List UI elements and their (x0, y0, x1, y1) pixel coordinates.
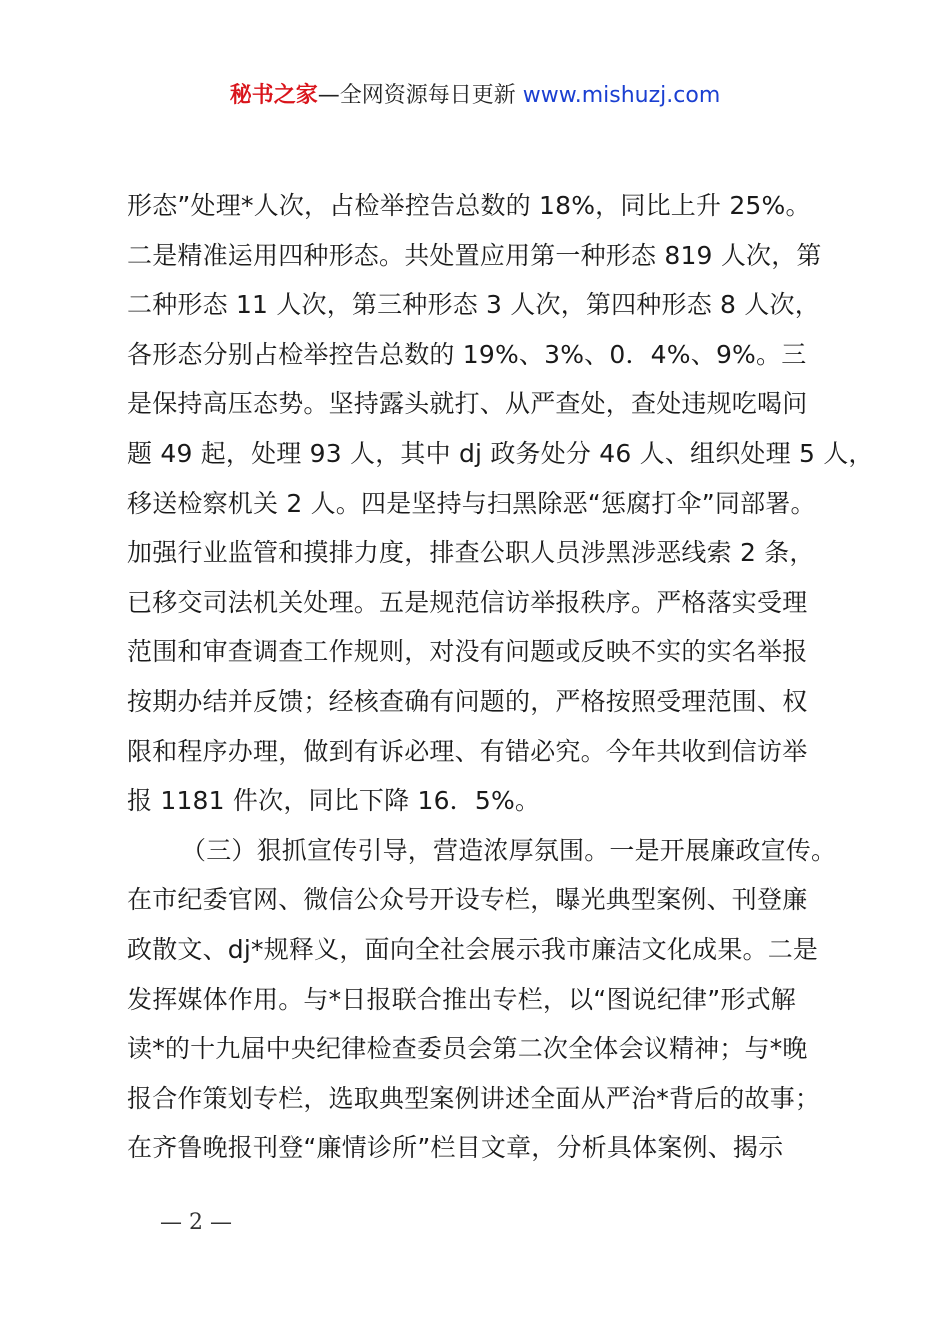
page-number: — 2 — (160, 1210, 232, 1235)
site-brand: 秘书之家 (229, 83, 318, 108)
text-line: 已移交司法机关处理。五是规范信访举报秩序。严格落实受理 (127, 587, 808, 617)
text-line: 是保持高压态势。坚持露头就打、从严查处，查处违规吃喝问 (127, 389, 808, 419)
text-line: 范围和审查调查工作规则，对没有问题或反映不实的实名举报 (127, 637, 808, 667)
text-line: 按期办结并反馈；经核查确有问题的，严格按照受理范围、权 (127, 686, 808, 716)
text-line: 在市纪委官网、微信公众号开设专栏，曝光典型案例、刊登廉 (127, 885, 808, 915)
text-line: 在齐鲁晚报刊登“廉情诊所”栏目文章，分析具体案例、揭示 (127, 1133, 784, 1163)
text-line: 报 1181 件次，同比下降 16．5%。 (127, 786, 541, 816)
document-body (127, 181, 874, 1173)
site-slogan: —全网资源每日更新 (317, 83, 516, 108)
site-url-link[interactable]: www.mishuzj.com (522, 83, 721, 108)
text-line: 二是精准运用四种形态。共处置应用第一种形态 819 人次，第 (127, 240, 822, 270)
text-line: 报合作策划专栏，选取典型案例讲述全面从严治*背后的故事； (127, 1083, 821, 1113)
text-line: 题 49 起，处理 93 人，其中 dj 政务处分 46 人、组织处理 5 人， (127, 438, 874, 468)
site-header (0, 80, 950, 112)
section-heading-line: （三）狠抓宣传引导，营造浓厚氛围。一是开展廉政宣传。 (181, 835, 837, 865)
text-line: 各形态分别占检举控告总数的 19%、3%、0．4%、9%。三 (127, 339, 807, 369)
text-line: 限和程序办理，做到有诉必理、有错必究。今年共收到信访举 (127, 736, 808, 766)
text-line: 读*的十九届中央纪律检查委员会第二次全体会议精神；与*晚 (127, 1034, 808, 1064)
text-line: 加强行业监管和摸排力度，排查公职人员涉黑涉恶线索 2 条， (127, 538, 815, 568)
text-line: 移送检察机关 2 人。四是坚持与扫黑除恶“惩腐打伞”同部署。 (127, 488, 816, 518)
text-line: 发挥媒体作用。与*日报联合推出专栏，以“图说纪律”形式解 (127, 984, 797, 1014)
text-line: 二种形态 11 人次，第三种形态 3 人次，第四种形态 8 人次， (127, 290, 820, 320)
text-line: 政散文、dj*规释义，面向全社会展示我市廉洁文化成果。二是 (127, 934, 819, 964)
text-line: 形态”处理*人次，占检举控告总数的 18%，同比上升 25%。 (127, 191, 811, 220)
